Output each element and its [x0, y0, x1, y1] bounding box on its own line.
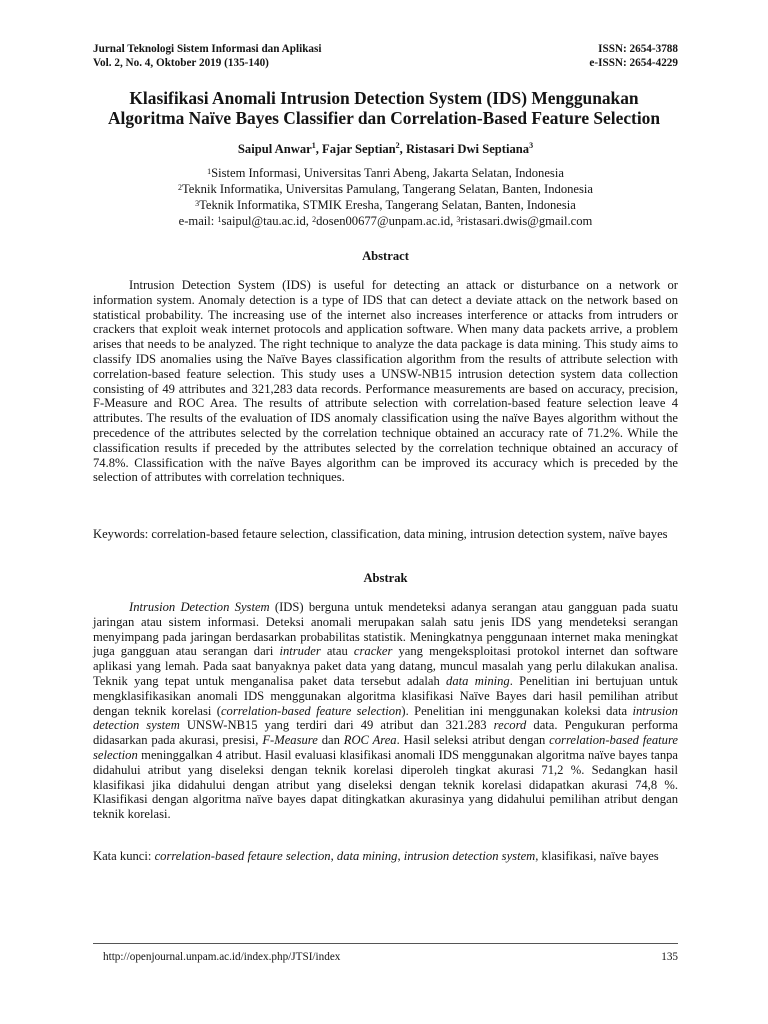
abstrak-body: [93, 600, 678, 822]
affiliations: [93, 165, 678, 229]
abstrak-seg: correlation-based feature selection: [220, 703, 402, 718]
abstract-heading: Abstract: [362, 249, 409, 263]
eissn: e-ISSN: 2654-4229: [589, 57, 678, 69]
email-mark: 1: [217, 215, 222, 224]
kata-kunci-label: Kata kunci:: [93, 849, 155, 863]
page-footer: [103, 951, 678, 963]
keyword-sep: ,: [330, 849, 337, 863]
journal-header: [93, 42, 678, 70]
abstrak-seg: UNSW-NB15 yang terdiri dari 49 atribut dan 321.283: [179, 718, 494, 733]
volume-info: Vol. 2, No. 4, Oktober 2019 (135-140): [93, 57, 269, 69]
email-2: dosen00677@unpam.ac.id,: [316, 214, 457, 228]
keyword: , klasifikasi, naïve bayes: [535, 849, 659, 863]
affiliation-mark: 3: [195, 199, 200, 208]
author-mark: 1: [311, 141, 316, 150]
abstrak-seg: Intrusion Detection System: [129, 600, 270, 614]
journal-url[interactable]: http://openjournal.unpam.ac.id/index.php/JTSI/index: [103, 951, 341, 963]
email-mark: 3: [456, 215, 461, 224]
keyword: data mining: [336, 849, 398, 863]
keyword: correlation-based fetaure selection: [154, 849, 331, 863]
abstract-keywords: Keywords: correlation-based fetaure selection, classification, data mining, intrusion detection system, naïve bayes: [93, 527, 668, 541]
affiliation-text: Teknik Informatika, Universitas Pamulang, Tangerang Selatan, Banten, Indonesia: [181, 182, 594, 196]
abstrak-seg: dan: [317, 733, 344, 748]
email-label: e-mail:: [178, 214, 218, 228]
abstrak-seg: F-Measure: [262, 733, 318, 748]
email-1: saipul@tau.ac.id,: [221, 214, 313, 228]
abstrak-seg: . Penelitian ini bertujuan untuk mengklasifikasikan anomali IDS menggunakan algoritma klasifikasi Naïve Bayes dari hasil pemilihan atribut dengan teknik korelasi (: [93, 673, 678, 718]
affiliation-mark: 2: [177, 183, 182, 192]
abstrak-seg: record: [493, 718, 527, 733]
paper-title: [80, 88, 688, 128]
abstrak-seg: data. Pengukuran performa didasarkan pada akurasi, presisi,: [93, 718, 678, 748]
abstrak-seg: correlation-based feature selection: [93, 733, 678, 762]
abstrak-seg: (IDS) berguna untuk mendeteksi adanya serangan atau gangguan pada suatu jaringan atau sistem informasi. Deteksi anomali merupakan salah satu jenis IDS yang mendeteksi serangan menyimpang pada jaringan berdasarkan probabilitas statistik. Meningkatnya penggunaan internet maka meningkat juga gangguan atau serangan dari: [93, 600, 679, 659]
journal-name: Jurnal Teknologi Sistem Informasi dan Aplikasi: [93, 43, 322, 55]
affiliation-text: Teknik Informatika, STMIK Eresha, Tangerang Selatan, Banten, Indonesia: [199, 198, 576, 212]
abstrak-seg: ROC Area: [343, 733, 397, 748]
affiliation-line: [93, 165, 678, 181]
abstrak-seg: cracker: [353, 644, 393, 659]
abstrak-heading: Abstrak: [363, 571, 408, 585]
email-line: [93, 213, 678, 229]
email-mark: 2: [312, 215, 317, 224]
author-mark: 3: [529, 141, 534, 150]
affiliation-mark: 1: [207, 167, 212, 176]
page-number: 135: [661, 951, 678, 963]
author-name: Fajar Septian: [322, 142, 396, 156]
abstract-body: [93, 278, 678, 485]
abstrak-seg: atau: [320, 644, 354, 659]
abstrak-seg: . Hasil seleksi atribut dengan: [396, 733, 550, 748]
abstrak-seg: meninggalkan 4 atribut. Hasil evaluasi klasifikasi anomali IDS menggunakan algoritma naïve bayes tanpa didahului atribut yang diseleksi dengan teknik korelasi diperoleh tingkat akurasi 71,2 %. Sedangkan hasil klasifikasi jika didahului dengan atribut yang diseleksi dengan teknik korelasi didapatkan akurasi 74,8 %. Klasifikasi dengan algoritma naïve bayes dapat ditingkatkan akurasinya yang didahului pemilihan atribut dengan teknik korelasi.: [93, 747, 678, 822]
abstrak-seg: intrusion detection system: [93, 703, 678, 733]
title-line-1: Klasifikasi Anomali Intrusion Detection System (IDS) Menggunakan: [129, 88, 639, 108]
affiliation-line: [93, 181, 678, 197]
abstract-text: Intrusion Detection System (IDS) is useful for detecting an attack or disturbance on a network or information system. Anomaly detection is a type of IDS that can detect a deviate attack on the network based on statistical probability. The increasing use of the internet also increases interference or attacks from intruders or crackers that exploit weak internet protocols and application software. When many data packets arrive, a problem arises that needs to be analyzed. The right technique to analyze the data package is data mining. This study aims to classify IDS anomalies using the Naïve Bayes classification algorithm from the results of attribute selection with correlation-based feature selection. This study uses a UNSW-NB15 intrusion detection system data collection consisting of 49 attributes and 321,283 data records. Performance measurements are based on accuracy, precision, F-Measure and ROC Area. The results of attribute selection with correlation-based feature selection leave 4 attributes. The results of the evaluation of IDS anomaly classification using the naïve Bayes algorithm without the precedence of the attributes selected by the correlation technique obtained an accuracy rate of 71.2%. While the classification results if preceded by the attributes selected by the correlation technique obtained an accuracy of 74.8%. Classification with the naïve Bayes algorithm can be improved its accuracy which is preceded by the selection of attributes with correlation techniques.: [93, 278, 678, 485]
abstrak-seg: ). Penelitian ini menggunakan koleksi data: [401, 703, 633, 718]
keyword: intrusion detection system: [403, 849, 536, 863]
abstrak-seg: intruder: [279, 644, 321, 659]
email-3: ristasari.dwis@gmail.com: [460, 214, 593, 228]
affiliation-text: Sistem Informasi, Universitas Tanri Abeng, Jakarta Selatan, Indonesia: [211, 166, 564, 180]
footer-divider: [93, 943, 678, 944]
author-list: Saipul Anwar$^1$, Fajar Septian$^2$, Ristasari Dwi Septiana$^3$: [237, 141, 534, 156]
author-name: Saipul Anwar: [237, 142, 312, 156]
author-mark: 2: [395, 141, 400, 150]
abstrak-keywords: [93, 849, 678, 864]
title-line-2: Algoritma Naïve Bayes Classifier dan Correlation-Based Feature Selection: [107, 108, 661, 128]
issn: ISSN: 2654-3788: [598, 43, 678, 55]
abstrak-seg: yang mengeksploitasi protokol internet dan software aplikasi yang lemah. Pada saat banyaknya paket data yang datang, muncul masalah yang perlu dilakukan analisa. Teknik yang tepat untuk menganalisa paket data tersebut adalah: [93, 644, 678, 688]
author-name: Ristasari Dwi Septiana: [405, 142, 530, 156]
abstrak-seg: data mining: [446, 673, 510, 688]
keyword-sep: ,: [397, 849, 404, 863]
affiliation-line: [93, 197, 678, 213]
